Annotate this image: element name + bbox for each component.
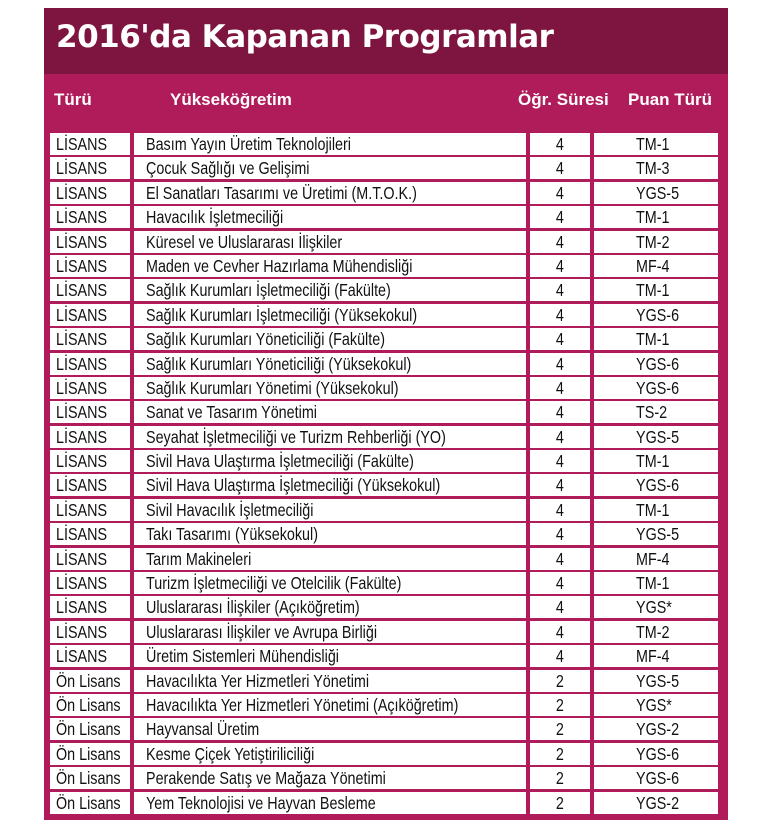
- cell-type-text: LİSANS: [56, 621, 108, 642]
- cell-program: [134, 182, 526, 204]
- cell-type-text: LİSANS: [56, 231, 108, 252]
- cell-type-text: LİSANS: [56, 573, 108, 594]
- cell-program: [134, 401, 526, 423]
- cell-program: [134, 304, 526, 326]
- cell-program-text: Sağlık Kurumları Yönetimi (Yüksekokul): [146, 377, 399, 398]
- cell-score-type-text: YGS-6: [636, 304, 680, 325]
- cell-score-type: [594, 231, 718, 253]
- column-header-duration: Öğr. Süresi: [518, 90, 609, 109]
- cell-duration: [530, 621, 590, 643]
- cell-score-type: [594, 157, 718, 179]
- cell-score-type-text: YGS-2: [636, 792, 680, 813]
- cell-program: [134, 133, 526, 155]
- table-row: [50, 205, 718, 229]
- cell-duration: [530, 426, 590, 448]
- cell-program-text: Uluslararası İlişkiler ve Avrupa Birliği: [146, 621, 378, 642]
- cell-score-type-text: TM-3: [636, 158, 670, 179]
- cell-program-text: Sanat ve Tasarım Yönetimi: [146, 402, 317, 423]
- cell-duration: [530, 718, 590, 740]
- cell-program: [134, 157, 526, 179]
- cell-duration: [530, 596, 590, 618]
- cell-type: [50, 133, 130, 155]
- cell-duration-text: 4: [556, 597, 564, 618]
- cell-program-text: Turizm İşletmeciliği ve Otelcilik (Fakülte): [146, 573, 402, 594]
- cell-program-text: Tarım Makineleri: [146, 548, 252, 569]
- cell-type: [50, 255, 130, 277]
- cell-duration-text: 4: [556, 499, 564, 520]
- table-row: [50, 571, 718, 595]
- cell-duration: [530, 499, 590, 521]
- cell-duration: [530, 572, 590, 594]
- cell-duration-text: 4: [556, 451, 564, 472]
- cell-type: [50, 157, 130, 179]
- cell-type: [50, 450, 130, 472]
- cell-type-text: LİSANS: [56, 377, 108, 398]
- cell-program: [134, 621, 526, 643]
- table-row: [50, 644, 718, 668]
- cell-program: [134, 596, 526, 618]
- cell-program-text: Hayvansal Üretim: [146, 719, 260, 740]
- column-header-program: Yükseköğretim: [170, 90, 292, 109]
- cell-program-text: Perakende Satış ve Mağaza Yönetimi: [146, 768, 386, 789]
- cell-program: [134, 743, 526, 765]
- cell-score-type: [594, 450, 718, 472]
- cell-duration: [530, 548, 590, 570]
- cell-type: [50, 548, 130, 570]
- cell-score-type-text: YGS-6: [636, 353, 680, 374]
- table-row: [50, 230, 718, 254]
- cell-score-type: [594, 767, 718, 789]
- cell-duration-text: 4: [556, 475, 564, 496]
- cell-duration: [530, 694, 590, 716]
- cell-program: [134, 353, 526, 375]
- cell-duration: [530, 401, 590, 423]
- cell-duration: [530, 231, 590, 253]
- cell-type-text: Ön Lisans: [56, 743, 121, 764]
- table-row: [50, 620, 718, 644]
- cell-duration: [530, 255, 590, 277]
- cell-score-type-text: YGS-5: [636, 426, 680, 447]
- cell-score-type-text: TS-2: [636, 402, 668, 423]
- cell-duration: [530, 206, 590, 228]
- cell-program: [134, 694, 526, 716]
- table-row: [50, 376, 718, 400]
- cell-type-text: Ön Lisans: [56, 670, 121, 691]
- cell-score-type: [594, 255, 718, 277]
- cell-type: [50, 743, 130, 765]
- table-row: [50, 547, 718, 571]
- table-row: [50, 766, 718, 790]
- table-row: [50, 352, 718, 376]
- cell-score-type: [594, 401, 718, 423]
- table-row: [50, 303, 718, 327]
- cell-type-text: Ön Lisans: [56, 792, 121, 813]
- cell-type: [50, 304, 130, 326]
- cell-program-text: Havacılıkta Yer Hizmetleri Yönetimi: [146, 670, 370, 691]
- cell-program: [134, 767, 526, 789]
- cell-score-type: [594, 523, 718, 545]
- cell-program-text: Sağlık Kurumları İşletmeciliği (Fakülte): [146, 280, 391, 301]
- cell-duration-text: 4: [556, 280, 564, 301]
- cell-score-type-text: YGS*: [636, 694, 672, 715]
- cell-duration: [530, 328, 590, 350]
- cell-score-type-text: MF-4: [636, 255, 670, 276]
- column-header-type: Türü: [54, 90, 92, 109]
- cell-duration: [530, 279, 590, 301]
- cell-score-type: [594, 596, 718, 618]
- cell-duration-text: 4: [556, 573, 564, 594]
- cell-program-text: Yem Teknolojisi ve Hayvan Besleme: [146, 792, 376, 813]
- cell-program-text: Sivil Havacılık İşletmeciliği: [146, 499, 314, 520]
- cell-duration: [530, 182, 590, 204]
- cell-duration: [530, 353, 590, 375]
- table-row: [50, 400, 718, 424]
- cell-duration: [530, 523, 590, 545]
- cell-type-text: LİSANS: [56, 329, 108, 350]
- cell-type-text: LİSANS: [56, 353, 108, 374]
- page-title: 2016'da Kapanan Programlar: [56, 19, 554, 55]
- cell-type-text: LİSANS: [56, 158, 108, 179]
- cell-program-text: Basım Yayın Üretim Teknolojileri: [146, 134, 351, 154]
- cell-type: [50, 182, 130, 204]
- cell-program: [134, 255, 526, 277]
- cell-program: [134, 548, 526, 570]
- cell-duration: [530, 670, 590, 692]
- cell-program: [134, 426, 526, 448]
- cell-score-type: [594, 572, 718, 594]
- table-row: [50, 717, 718, 741]
- cell-duration-text: 2: [556, 719, 564, 740]
- cell-program: [134, 279, 526, 301]
- cell-duration-text: 4: [556, 134, 564, 154]
- cell-type: [50, 767, 130, 789]
- cell-program: [134, 474, 526, 496]
- cell-program: [134, 572, 526, 594]
- cell-duration: [530, 792, 590, 814]
- cell-program: [134, 206, 526, 228]
- cell-duration-text: 2: [556, 670, 564, 691]
- cell-score-type: [594, 133, 718, 155]
- cell-program: [134, 377, 526, 399]
- cell-score-type-text: YGS-6: [636, 475, 680, 496]
- cell-type-text: Ön Lisans: [56, 719, 121, 740]
- cell-type-text: LİSANS: [56, 134, 108, 154]
- cell-score-type: [594, 182, 718, 204]
- cell-program-text: Çocuk Sağlığı ve Gelişimi: [146, 158, 310, 179]
- cell-type: [50, 670, 130, 692]
- cell-duration-text: 4: [556, 182, 564, 203]
- cell-type: [50, 718, 130, 740]
- cell-duration-text: 2: [556, 768, 564, 789]
- cell-score-type-text: YGS-6: [636, 743, 680, 764]
- cell-type-text: LİSANS: [56, 304, 108, 325]
- programs-table-frame: [44, 8, 728, 820]
- cell-score-type-text: YGS-2: [636, 719, 680, 740]
- cell-program-text: Takı Tasarımı (Yüksekokul): [146, 524, 318, 545]
- cell-type: [50, 377, 130, 399]
- cell-duration-text: 4: [556, 377, 564, 398]
- cell-score-type-text: TM-1: [636, 329, 670, 350]
- cell-duration: [530, 474, 590, 496]
- cell-duration-text: 2: [556, 743, 564, 764]
- cell-score-type: [594, 426, 718, 448]
- cell-program-text: Sağlık Kurumları Yöneticiliği (Fakülte): [146, 329, 386, 350]
- cell-type: [50, 523, 130, 545]
- cell-type: [50, 572, 130, 594]
- cell-score-type: [594, 792, 718, 814]
- cell-program-text: Sağlık Kurumları İşletmeciliği (Yüksekokul): [146, 304, 418, 325]
- cell-duration-text: 4: [556, 231, 564, 252]
- cell-score-type-text: TM-1: [636, 499, 670, 520]
- cell-duration: [530, 304, 590, 326]
- cell-duration-text: 4: [556, 255, 564, 276]
- cell-duration: [530, 157, 590, 179]
- table-row: [50, 669, 718, 693]
- cell-duration: [530, 133, 590, 155]
- table-row: [50, 254, 718, 278]
- cell-type: [50, 401, 130, 423]
- cell-program: [134, 499, 526, 521]
- cell-program-text: Sağlık Kurumları Yöneticiliği (Yüksekokul): [146, 353, 412, 374]
- cell-type-text: LİSANS: [56, 499, 108, 520]
- cell-score-type-text: TM-2: [636, 231, 670, 252]
- cell-score-type-text: YGS-5: [636, 524, 680, 545]
- cell-duration-text: 4: [556, 158, 564, 179]
- cell-program: [134, 645, 526, 667]
- cell-duration: [530, 743, 590, 765]
- cell-duration-text: 4: [556, 524, 564, 545]
- cell-program-text: Sivil Hava Ulaştırma İşletmeciliği (Yüksekokul): [146, 475, 441, 496]
- cell-type-text: LİSANS: [56, 548, 108, 569]
- cell-duration-text: 4: [556, 548, 564, 569]
- cell-program-text: Havacılıkta Yer Hizmetleri Yönetimi (Açıköğretim): [146, 694, 459, 715]
- cell-score-type: [594, 328, 718, 350]
- cell-program: [134, 718, 526, 740]
- cell-duration: [530, 767, 590, 789]
- cell-program: [134, 231, 526, 253]
- cell-duration-text: 2: [556, 694, 564, 715]
- cell-score-type-text: MF-4: [636, 646, 670, 667]
- cell-type-text: LİSANS: [56, 280, 108, 301]
- cell-score-type-text: YGS*: [636, 597, 672, 618]
- table-body: [50, 132, 718, 815]
- cell-type: [50, 645, 130, 667]
- table-row: [50, 278, 718, 302]
- cell-type: [50, 499, 130, 521]
- cell-type: [50, 328, 130, 350]
- cell-program: [134, 523, 526, 545]
- cell-program: [134, 328, 526, 350]
- cell-score-type: [594, 743, 718, 765]
- cell-score-type: [594, 621, 718, 643]
- table-row: [50, 473, 718, 497]
- cell-score-type: [594, 206, 718, 228]
- cell-type: [50, 231, 130, 253]
- cell-type-text: LİSANS: [56, 255, 108, 276]
- cell-score-type: [594, 694, 718, 716]
- cell-type: [50, 426, 130, 448]
- cell-score-type-text: TM-1: [636, 134, 670, 154]
- table-row: [50, 595, 718, 619]
- cell-score-type-text: MF-4: [636, 548, 670, 569]
- cell-score-type: [594, 670, 718, 692]
- cell-program: [134, 670, 526, 692]
- cell-type-text: LİSANS: [56, 597, 108, 618]
- cell-duration-text: 4: [556, 329, 564, 350]
- cell-score-type-text: TM-2: [636, 621, 670, 642]
- cell-duration: [530, 377, 590, 399]
- cell-score-type-text: TM-1: [636, 451, 670, 472]
- cell-score-type: [594, 474, 718, 496]
- cell-type-text: LİSANS: [56, 426, 108, 447]
- cell-duration-text: 4: [556, 353, 564, 374]
- table-row: [50, 498, 718, 522]
- cell-score-type-text: YGS-6: [636, 768, 680, 789]
- cell-type-text: LİSANS: [56, 451, 108, 472]
- cell-program-text: Havacılık İşletmeciliği: [146, 207, 284, 228]
- cell-score-type-text: TM-1: [636, 207, 670, 228]
- cell-duration-text: 4: [556, 621, 564, 642]
- cell-duration-text: 2: [556, 792, 564, 813]
- cell-program: [134, 450, 526, 472]
- cell-program-text: Uluslararası İlişkiler (Açıköğretim): [146, 597, 360, 618]
- table-row: [50, 156, 718, 180]
- cell-type-text: Ön Lisans: [56, 768, 121, 789]
- cell-duration-text: 4: [556, 646, 564, 667]
- cell-type-text: LİSANS: [56, 402, 108, 423]
- cell-program-text: Üretim Sistemleri Mühendisliği: [146, 646, 339, 667]
- table-row: [50, 449, 718, 473]
- cell-duration-text: 4: [556, 207, 564, 228]
- cell-type: [50, 792, 130, 814]
- cell-duration-text: 4: [556, 426, 564, 447]
- cell-score-type-text: TM-1: [636, 573, 670, 594]
- cell-type-text: LİSANS: [56, 182, 108, 203]
- cell-type: [50, 353, 130, 375]
- table-row: [50, 181, 718, 205]
- cell-duration-text: 4: [556, 304, 564, 325]
- cell-program-text: Sivil Hava Ulaştırma İşletmeciliği (Fakülte): [146, 451, 414, 472]
- cell-score-type-text: YGS-5: [636, 670, 680, 691]
- cell-program-text: El Sanatları Tasarımı ve Üretimi (M.T.O.K.): [146, 182, 417, 203]
- cell-score-type: [594, 304, 718, 326]
- cell-type: [50, 206, 130, 228]
- table-row: [50, 327, 718, 351]
- cell-duration: [530, 450, 590, 472]
- table-row: [50, 132, 718, 156]
- cell-score-type: [594, 279, 718, 301]
- cell-score-type: [594, 718, 718, 740]
- cell-score-type-text: TM-1: [636, 280, 670, 301]
- cell-program-text: Maden ve Cevher Hazırlama Mühendisliği: [146, 255, 413, 276]
- cell-score-type: [594, 353, 718, 375]
- table-row: [50, 693, 718, 717]
- cell-score-type: [594, 377, 718, 399]
- cell-score-type: [594, 645, 718, 667]
- cell-type-text: LİSANS: [56, 475, 108, 496]
- title-bar: [44, 8, 728, 74]
- table-row: [50, 791, 718, 815]
- cell-type: [50, 694, 130, 716]
- cell-program-text: Küresel ve Uluslararası İlişkiler: [146, 231, 343, 252]
- table-row: [50, 522, 718, 546]
- cell-type: [50, 621, 130, 643]
- cell-score-type-text: YGS-6: [636, 377, 680, 398]
- cell-type-text: LİSANS: [56, 207, 108, 228]
- cell-type: [50, 474, 130, 496]
- cell-program-text: Seyahat İşletmeciliği ve Turizm Rehberliği (YO): [146, 426, 446, 447]
- table-row: [50, 425, 718, 449]
- table-row: [50, 742, 718, 766]
- cell-type-text: Ön Lisans: [56, 694, 121, 715]
- cell-program-text: Kesme Çiçek Yetiştiriliciliği: [146, 743, 315, 764]
- column-header-score-type: Puan Türü: [628, 90, 713, 109]
- cell-type: [50, 279, 130, 301]
- cell-score-type-text: YGS-5: [636, 182, 680, 203]
- cell-program: [134, 792, 526, 814]
- cell-type: [50, 596, 130, 618]
- cell-score-type: [594, 548, 718, 570]
- cell-duration: [530, 645, 590, 667]
- cell-duration-text: 4: [556, 402, 564, 423]
- cell-score-type: [594, 499, 718, 521]
- cell-type-text: LİSANS: [56, 524, 108, 545]
- cell-type-text: LİSANS: [56, 646, 108, 667]
